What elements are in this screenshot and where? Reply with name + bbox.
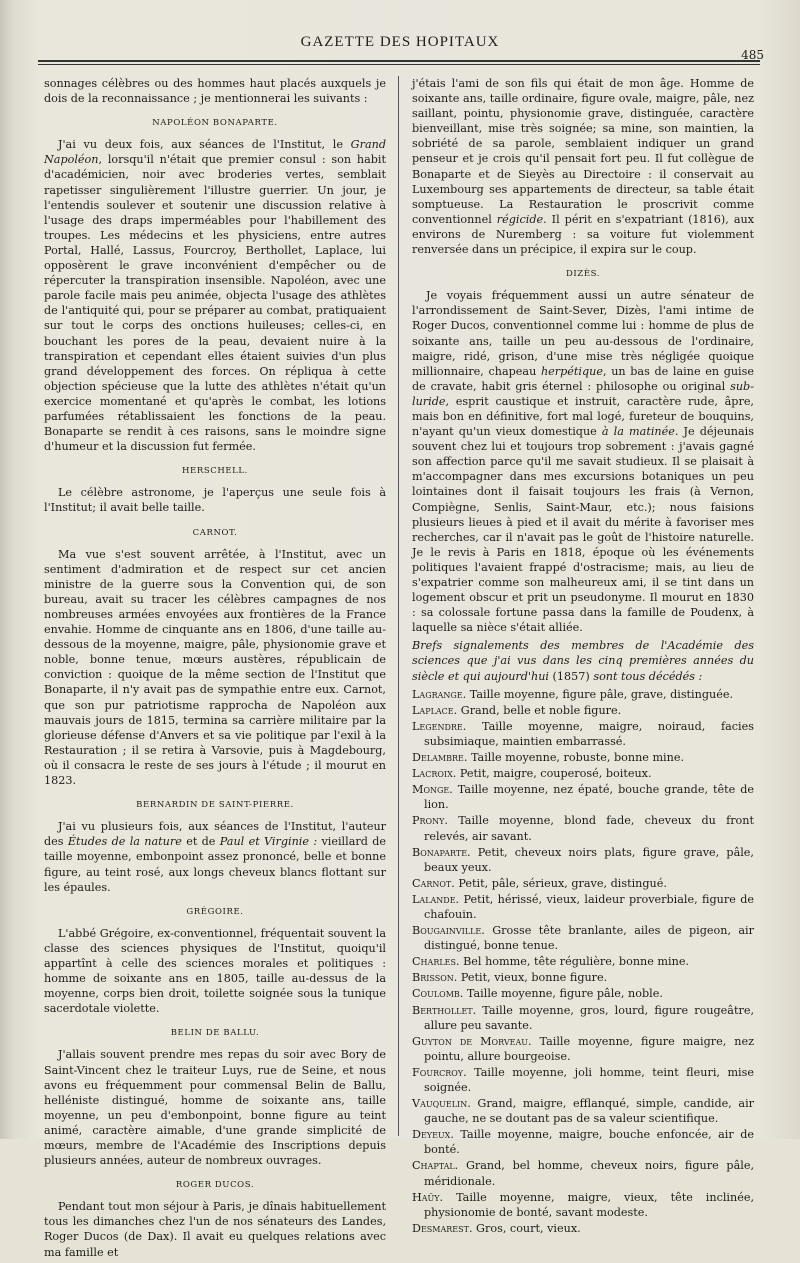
member-description: Petit, vieux, bonne figure. bbox=[457, 971, 608, 985]
right-column bbox=[412, 76, 754, 1237]
emphasis-text: à la matinée bbox=[601, 425, 675, 439]
text-run: vieillard de taille moyenne, embonpoint assez prononcé, belle et bonne figure, au teint rosé, aux longs cheveux blancs flottant sur les épaules. bbox=[44, 835, 386, 894]
emphasis-text: Paul et Virginie : bbox=[219, 835, 318, 849]
member-description: Taille moyenne, figure pâle, grave, distinguée. bbox=[466, 687, 733, 701]
emphasis-text: sub-luride bbox=[412, 379, 754, 408]
list-item bbox=[412, 986, 754, 1001]
text-run: , esprit caustique et instruit, caractère rude, âpre, mais bon en définitive, fort mal logé, fureteur de bouquins, n'ayant qu'un vieux domestique bbox=[412, 394, 754, 439]
year-text: (1857) bbox=[549, 669, 594, 683]
member-description: Grosse tête branlante, ailes de pigeon, air distingué, bonne tenue. bbox=[424, 924, 754, 953]
list-item bbox=[412, 954, 754, 969]
member-description: Taille moyenne, maigre, vieux, tête inclinée, physionomie de bonté, savant modeste. bbox=[424, 1190, 754, 1219]
section-heading-roger: ROGER DUCOS. bbox=[175, 1180, 255, 1191]
member-name: Guyton de Morveau. bbox=[412, 1034, 532, 1048]
text-run: Brefs signalements des membres de l'Académie des sciences que j'ai vus dans les cinq premières années du siècle et qui aujourd'hui bbox=[412, 639, 754, 683]
emphasis-text: Études de la nature bbox=[67, 835, 182, 849]
member-name: Lalande. bbox=[412, 892, 460, 906]
list-item bbox=[412, 719, 754, 749]
member-description: Gros, court, vieux. bbox=[472, 1221, 581, 1235]
member-list bbox=[412, 687, 754, 1236]
header-rule bbox=[38, 60, 760, 65]
list-item bbox=[412, 1034, 754, 1064]
member-description: Taille moyenne, maigre, noiraud, facies subsimiaque, maintien embarrassé. bbox=[424, 719, 754, 748]
text-run: sont tous décédés : bbox=[593, 669, 703, 683]
napoleon-paragraph bbox=[44, 137, 386, 454]
member-name: Desmarest. bbox=[412, 1221, 473, 1235]
section-heading-gregoire: GRÉGOIRE. bbox=[186, 906, 244, 917]
member-description: Taille moyenne, blond fade, cheveux du front relevés, air savant. bbox=[424, 814, 754, 843]
section-heading-herschell: HERSCHELL. bbox=[182, 466, 248, 477]
member-name: Bonaparte. bbox=[412, 845, 471, 859]
list-item bbox=[412, 923, 754, 953]
member-description: Grand, belle et noble figure. bbox=[457, 703, 622, 717]
member-name: Brisson. bbox=[412, 971, 458, 985]
member-name: Bougainville. bbox=[412, 924, 485, 938]
emphasis-text: Grand Napoléon bbox=[44, 138, 386, 167]
member-name: Chaptal. bbox=[412, 1159, 459, 1173]
emphasis-text: régicide bbox=[496, 212, 544, 226]
members-intro bbox=[412, 638, 754, 683]
member-name: Berthollet. bbox=[412, 1003, 477, 1017]
text-run: . Je déjeunais souvent chez lui et toujours trop sobrement : j'avais gagné son affection parce qu'il me savait studieux. Il se plaisait à m'accompagner dans mes excursions botaniques un peu lointaines dont il faisait toujours les frais (à Vernon, Compiègne, Senlis, Saint-Maur, etc.); nous faisions plusieurs lieues à pied et il avait du mérite à favoriser mes recherches, car il n'avait pas le goût de l'histoire naturelle. Je le revis à Paris en 1818, époque où les événements politiques l'avaient frappé d'ostracisme; mais, au lieu de s'expatrier comme son malheureux ami, il se tint dans un logement obscur et prit un pseudonyme. Il mourut en 1830 : sa colossale fortune passa dans la famille de Poudenx, à laquelle sa nièce s'était alliée. bbox=[412, 425, 754, 635]
member-name: Legendre. bbox=[412, 719, 467, 733]
member-name: Charles. bbox=[412, 955, 460, 969]
text-run: , lorsqu'il n'était que premier consul : son habit d'académicien, noir avec broderies vertes, semblait rapetisser singulièrement l'illustre guerrier. Un jour, je l'entendis soulever et soutenir une discussion relative à l'usage des draps imperméables pour l'habillement des troupes. Les médecins et les physiciens, entre autres Portal, Hallé, Lassus, Fourcroy, Berthollet, Laplace, lui opposèrent le grave inconvénient d'empêcher ou de répercuter la transpiration insensible. Napoléon, avec une parole facile mais peu animée, objecta l'usage des athlètes de l'antiquité qui, pour se préparer au combat, pratiquaient sur tout le corps des onctions huileuses; celles-ci, en bouchant les pores de la peau, devaient nuire à la transpiration et cependant elles étaient suivies d'un plus grand développement des forces. On répliqua à cette objection spécieuse que la lutte des athlètes n'était qu'un exercice momentané et qu'après le combat, les lotions parfumées rétablissaient les fonctions de la peau. Bonaparte se rendit à ces raisons, sans le moindre signe d'humeur et la discussion fut fermée. bbox=[44, 153, 386, 454]
text-run: J'ai vu deux fois, aux séances de l'Institut, le bbox=[58, 138, 351, 152]
list-item bbox=[412, 845, 754, 875]
member-description: Taille moyenne, joli homme, teint fleuri, mise soignée. bbox=[424, 1065, 754, 1094]
journal-title: GAZETTE DES HOPITAUX bbox=[300, 34, 500, 50]
member-description: Taille moyenne, nez épaté, bouche grande, tête de lion. bbox=[424, 783, 754, 812]
member-name: Monge. bbox=[412, 783, 453, 797]
belin-paragraph: J'allais souvent prendre mes repas du soir avec Bory de Saint-Vincent chez le traiteur Luys, rue de Seine, et nous avons eu fréquemment pour commensal Belin de Ballu, helléniste distingué, homme de soixante ans, taille moyenne, un peu d'embonpoint, bonne figure au teint animé, caractère aimable, d'une grande simplicité de mœurs, membre de l'Académie des Inscriptions depuis plusieurs années, auteur de nombreux ouvrages. bbox=[44, 1048, 386, 1168]
list-item bbox=[412, 750, 754, 765]
text-run: j'étais l'ami de son fils qui était de mon âge. Homme de soixante ans, taille ordinaire, figure ovale, maigre, pâle, nez saillant, pointu, physionomie grave, distinguée, caractère bienveillant, mise très soignée; sa mine, son maintien, la sobriété de sa parole, semblaient indiquer un grand penseur et je crois qu'il pensait fort peu. Il fut collègue de Bonaparte et de Sieyès au Directoire : il conservait au Luxembourg ses appartements de directeur, sa table était somptueuse. La Restauration le proscrivit comme conventionnel bbox=[412, 77, 754, 226]
member-description: Grand, maigre, efflanqué, simple, candide, air gauche, ne se doutant pas de sa valeur scientifique. bbox=[424, 1097, 754, 1126]
intro-paragraph: sonnages célèbres ou des hommes haut placés auxquels je dois de la reconnaissance ; je mentionnerai les suivants : bbox=[44, 77, 386, 106]
member-name: Coulomb. bbox=[412, 987, 464, 1001]
section-heading-carnot: CARNOT. bbox=[192, 527, 238, 538]
section-heading-bernardin: BERNARDIN DE SAINT-PIERRE. bbox=[136, 800, 294, 811]
list-item bbox=[412, 813, 754, 843]
list-item bbox=[412, 970, 754, 985]
member-description: Taille moyenne, figure maigre, nez pointu, allure bourgeoise. bbox=[424, 1034, 754, 1063]
emphasis-text: herpétique bbox=[540, 364, 603, 378]
list-item bbox=[412, 1096, 754, 1126]
page-number: 485 bbox=[741, 48, 764, 62]
text-run: . Il périt en s'expatriant (1816), aux environs de Nuremberg : sa voiture fut violemment renversée dans un précipice, il expira sur le coup. bbox=[412, 212, 755, 257]
carnot-paragraph: Ma vue s'est souvent arrêtée, à l'Institut, avec un sentiment d'admiration et de respect sur cet ancien ministre de la guerre sous la Convention qui, de son bureau, avait su tracer les célèbres campagnes de nos nombreuses armées envoyées aux frontières de la France envahie. Homme de cinquante ans en 1806, d'une taille au-dessous de la moyenne, maigre, pâle, physionomie grave et noble, bonne tenue, mœurs austères, républicain de conviction : quoique de la même section de l'Institut que Bonaparte, il n'y avait pas de sympathie entre eux. Carnot, que son pur patriotisme rapprocha de Napoléon aux mauvais jours de 1815, termina sa carrière militaire par la glorieuse défense d'Anvers et sa vie politique par l'exil à la Restauration ; il se retira à Varsovie, puis à Magdebourg, où il consacra le reste de ses jours à l'étude ; il mourut en 1823. bbox=[44, 547, 386, 788]
list-item bbox=[412, 1158, 754, 1188]
member-description: Taille moyenne, maigre, bouche enfoncée, air de bonté. bbox=[424, 1128, 754, 1157]
member-description: Petit, hérissé, vieux, laideur proverbiale, figure de chafouin. bbox=[424, 892, 754, 921]
member-description: Taille moyenne, figure pâle, noble. bbox=[463, 987, 663, 1001]
member-name: Laplace. bbox=[412, 703, 458, 717]
list-item bbox=[412, 892, 754, 922]
herschell-paragraph: Le célèbre astronome, je l'aperçus une seule fois à l'Institut; il avait belle taille. bbox=[44, 486, 386, 515]
member-description: Taille moyenne, robuste, bonne mine. bbox=[467, 751, 685, 765]
member-name: Carnot. bbox=[412, 876, 455, 890]
column-divider bbox=[398, 76, 399, 1136]
member-name: Prony. bbox=[412, 814, 448, 828]
left-column bbox=[44, 76, 386, 1263]
list-item bbox=[412, 1003, 754, 1033]
member-description: Petit, maigre, couperosé, boiteux. bbox=[456, 767, 652, 781]
member-name: Deyeux. bbox=[412, 1128, 454, 1142]
text-run: , un bas de laine en guise de cravate, habit gris éternel : philosophe ou original bbox=[412, 364, 755, 393]
member-description: Petit, pâle, sérieux, grave, distingué. bbox=[454, 876, 667, 890]
list-item bbox=[412, 782, 754, 812]
member-description: Grand, bel homme, cheveux noirs, figure pâle, méridionale. bbox=[424, 1159, 754, 1188]
member-name: Fourcroy. bbox=[412, 1065, 467, 1079]
bernardin-paragraph bbox=[44, 819, 386, 894]
text-run: Je voyais fréquemment aussi un autre sénateur de l'arrondissement de Saint-Sever, Dizès, l'ami intime de Roger Ducos, conventionnel comme lui : homme de plus de soixante ans, taille un peu au-dessous de l'ordinaire, maigre, ridé, grison, d'une mise très négligée quoique millionnaire, chapeau bbox=[412, 289, 754, 378]
list-item bbox=[412, 1065, 754, 1095]
member-name: Vauquelin. bbox=[412, 1097, 471, 1111]
member-description: Bel homme, tête régulière, bonne mine. bbox=[459, 955, 689, 969]
list-item bbox=[412, 876, 754, 891]
list-item bbox=[412, 1221, 754, 1236]
member-description: Taille moyenne, gros, lourd, figure rougeâtre, allure peu savante. bbox=[424, 1003, 754, 1032]
list-item bbox=[412, 687, 754, 702]
member-name: Delambre. bbox=[412, 751, 468, 765]
member-description: Petit, cheveux noirs plats, figure grave, pâle, beaux yeux. bbox=[424, 845, 754, 874]
list-item bbox=[412, 703, 754, 718]
list-item bbox=[412, 1190, 754, 1220]
list-item bbox=[412, 766, 754, 781]
text-run: et de bbox=[181, 835, 220, 849]
gregoire-paragraph: L'abbé Grégoire, ex-conventionnel, fréquentait souvent la classe des sciences physiques de l'Institut, quoiqu'il appartînt à celle des sciences morales et politiques : homme de soixante ans en 1805, taille au-dessus de la moyenne, corps bien droit, toilette soignée sous la tunique sacerdotale violette. bbox=[44, 926, 386, 1016]
list-item bbox=[412, 1127, 754, 1157]
member-name: Lacroix. bbox=[412, 767, 457, 781]
continuation-paragraph bbox=[412, 76, 754, 257]
roger-paragraph: Pendant tout mon séjour à Paris, je dînais habituellement tous les dimanches chez l'un de nos sénateurs des Landes, Roger Ducos (de Dax). Il avait eu quelques relations avec ma famille et bbox=[44, 1200, 386, 1259]
member-name: Lagrange. bbox=[412, 687, 467, 701]
section-heading-napoleon: NAPOLÉON BONAPARTE. bbox=[152, 118, 278, 129]
dizes-paragraph bbox=[412, 288, 754, 635]
text-run: J'ai vu plusieurs fois, aux séances de l'Institut, l'auteur des bbox=[44, 820, 386, 849]
section-heading-dizes: DIZÈS. bbox=[565, 269, 601, 280]
section-heading-belin: BELIN DE BALLU. bbox=[170, 1028, 260, 1039]
member-name: Haüy. bbox=[412, 1190, 444, 1204]
